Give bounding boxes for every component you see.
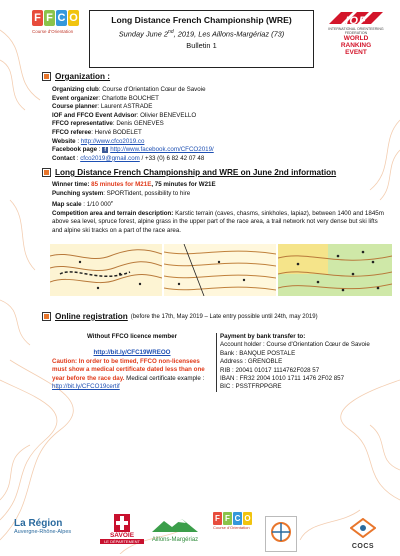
event-date: Sunday June 2nd, 2019, Les Aillons-Margériaz (73) — [118, 29, 285, 39]
org-row: Organizing club: Course d'Orientation Cœur de Savoie — [52, 86, 206, 93]
org-row: FFCO representative: Denis GENEVES — [52, 120, 164, 128]
non-member-title: Without FFCO licence member — [86, 333, 178, 340]
iof-logo — [325, 8, 387, 60]
contact-row: Contact : cfco2019@gmail.com / +33 (0) 6 82 42 07 48 — [52, 154, 205, 162]
payment-line: BIC : PSSTFRPPGRE — [220, 383, 282, 391]
map-sample-2 — [164, 244, 276, 296]
race-heading: Long Distance French Championship and WRE on June 2nd information — [42, 168, 336, 177]
organization-heading: Organization : — [42, 72, 110, 81]
facebook-icon: f — [102, 147, 108, 153]
club-emblem-icon — [266, 517, 296, 551]
ffco-caption: Course d'Orientation — [32, 29, 74, 34]
contact-email-link[interactable]: cfco2019@gmail.com — [80, 154, 140, 162]
website-row: Website : http://www.cfco2019.co — [52, 137, 145, 145]
map-scale: Map scale : 1/10 000e — [52, 199, 114, 209]
payment-line: Address : GRENOBLE — [220, 358, 283, 366]
registration-non-member — [52, 333, 212, 391]
org-row: IOF and FFCO Event Advisor: Olivier BENEVELLO — [52, 111, 197, 119]
cocs-emblem-icon — [350, 518, 376, 538]
punching-system: Punching system: SPORTident, possibility to hire — [52, 189, 191, 197]
mountain-icon — [152, 518, 198, 532]
terrain-description: Competition area and terrain description: Karstic terrain (caves, chasms, sinkholes, lapiaz), between 1400 and 1845m above sea level, spruce forest, alpine grass in the upper part of the race area, a trail network not very dense but ski lifts and alpine ski tracks on a part of the race area. — [52, 209, 384, 235]
registration-link[interactable]: http://bit.ly/CFC19WREOO — [93, 349, 171, 357]
org-row: FFCO referee: Hervé BODELET — [52, 128, 142, 136]
map-sample-1 — [50, 244, 162, 296]
wre-line3: EVENT — [345, 49, 367, 56]
page-title: Long Distance French Championship (WRE) — [111, 15, 292, 25]
ffco-tile: F — [44, 10, 55, 26]
contact-phone: / +33 (0) 6 82 42 07 48 — [139, 154, 205, 162]
section-bullet-icon — [42, 168, 51, 177]
payment-line: IBAN : FR32 2004 1010 1711 1476 2F02 857 — [220, 375, 345, 383]
ffco-logo — [32, 10, 82, 64]
payment-line: RIB : 20041 01017 1114762F028 57 — [220, 366, 320, 374]
map-sample-3 — [278, 244, 392, 296]
bulletin-number: Bulletin 1 — [186, 41, 217, 51]
org-row: Course planner: Laurent ASTRADE — [52, 103, 153, 111]
ffco-tile: F — [223, 512, 232, 525]
club-logo — [265, 516, 297, 552]
payment-line: Account holder : Course d'Orientation Cœur de Savoie — [220, 341, 370, 349]
registration-heading: Online registration (before the 17th, May 2019 – Late entry possible until 24th, may 2019) — [42, 312, 318, 321]
wre-line2: RANKING — [340, 42, 372, 49]
certificate-text: Medical certificate example : — [124, 374, 205, 382]
org-row: Event organizer: Charlotte BOUCHET — [52, 94, 159, 102]
payment-info — [216, 333, 395, 392]
certificate-link[interactable]: http://bit.ly/CFCO19certif — [52, 383, 120, 391]
ffco-tile: O — [69, 12, 78, 24]
sponsor-footer — [0, 508, 400, 554]
iof-subtitle: INTERNATIONAL ORIENTEERING FEDERATION — [328, 27, 384, 35]
section-bullet-icon — [42, 72, 51, 81]
ffco-tile: O — [244, 514, 251, 523]
map-samples — [50, 244, 392, 296]
iof-brand: IOF — [345, 15, 367, 27]
aillons-logo: Aillons-Margériaz — [146, 518, 204, 543]
organization-list — [52, 86, 352, 163]
website-link[interactable]: http://www.cfco2019.co — [80, 137, 145, 145]
savoie-shield-icon — [114, 514, 130, 532]
cocs-logo: COCS — [338, 518, 388, 550]
payment-line: Bank : BANQUE POSTALE — [220, 349, 296, 357]
facebook-row: Facebook page : f http://www.facebook.com/CFCO2019/ — [52, 146, 214, 154]
wre-line1: WORLD — [343, 35, 369, 42]
ffco-tile: F — [213, 512, 222, 525]
region-logo: La Région Auvergne-Rhône-Alpes — [14, 518, 72, 535]
caution-text: Caution: In order to be timed, FFCO non-licensees must show a medical certificate dated less than one year before the race day. — [52, 357, 205, 382]
ffco-tile: C — [57, 12, 66, 24]
savoie-logo: SAVOIE LE DÉPARTEMENT — [100, 514, 144, 554]
ffco-footer-logo: F F C O Course d'Orientation — [213, 514, 251, 530]
facebook-link[interactable]: http://www.facebook.com/CFCO2019/ — [110, 146, 214, 154]
race-info — [52, 181, 386, 236]
ffco-tile: F — [32, 10, 43, 26]
title-box — [89, 10, 314, 68]
payment-title: Payment by bank transfer to: — [220, 333, 306, 340]
section-bullet-icon — [42, 312, 51, 321]
winner-time: Winner time: 85 minutes for M21E, 75 minutes for W21E — [52, 181, 216, 188]
ffco-tile: C — [234, 514, 241, 523]
